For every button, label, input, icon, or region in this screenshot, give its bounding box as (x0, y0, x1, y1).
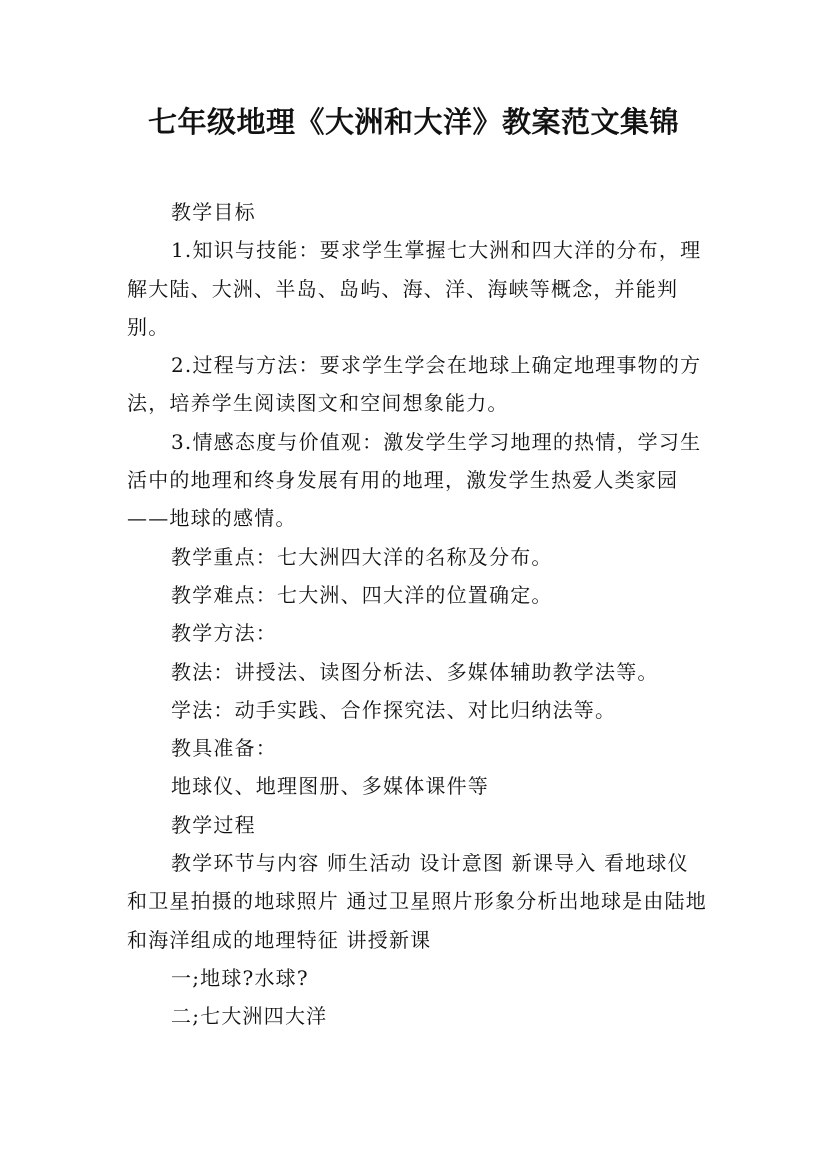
teaching-key-points: 教学重点：七大洲四大洋的名称及分布。 (171, 544, 553, 569)
objective-knowledge-skills: 1.知识与技能：要求学生掌握七大洲和四大洋的分布，理解大陆、大洲、半岛、岛屿、海、洋、海峡等概念，并能判别。 (127, 238, 702, 339)
teaching-methods: 教法：讲授法、读图分析法、多媒体辅助教学法等。 (171, 659, 659, 684)
teaching-process-table-text: 教学环节与内容 师生活动 设计意图 新课导入 看地球仪和卫星拍摄的地球照片 通过卫星照片形象分析出地球是由陆地和海洋组成的地理特征 讲授新课 (127, 851, 707, 952)
objective-process-methods: 2.过程与方法：要求学生学会在地球上确定地理事物的方法，培养学生阅读图文和空间想象能力。 (127, 353, 702, 416)
process-item-two: 二;七大洲四大洋 (171, 1004, 328, 1029)
section-heading-objectives: 教学目标 (171, 200, 256, 224)
teaching-materials: 地球仪、地理图册、多媒体课件等 (171, 774, 489, 799)
document-title: 七年级地理《大洲和大洋》教案范文集锦 (147, 105, 679, 139)
section-heading-methods: 教学方法： (171, 621, 277, 646)
document-body (127, 193, 707, 1036)
learning-methods: 学法：动手实践、合作探究法、对比归纳法等。 (171, 697, 617, 722)
objective-emotions-values: 3.情感态度与价值观：激发学生学习地理的热情，学习生活中的地理和终身发展有用的地理，激发学生热爱人类家园——地球的感情。 (127, 429, 702, 531)
section-heading-materials: 教具准备： (171, 736, 277, 761)
section-heading-process: 教学过程 (171, 812, 256, 837)
teaching-difficulties: 教学难点：七大洲、四大洋的位置确定。 (171, 582, 553, 607)
process-item-one: 一;地球?水球? (171, 965, 309, 990)
